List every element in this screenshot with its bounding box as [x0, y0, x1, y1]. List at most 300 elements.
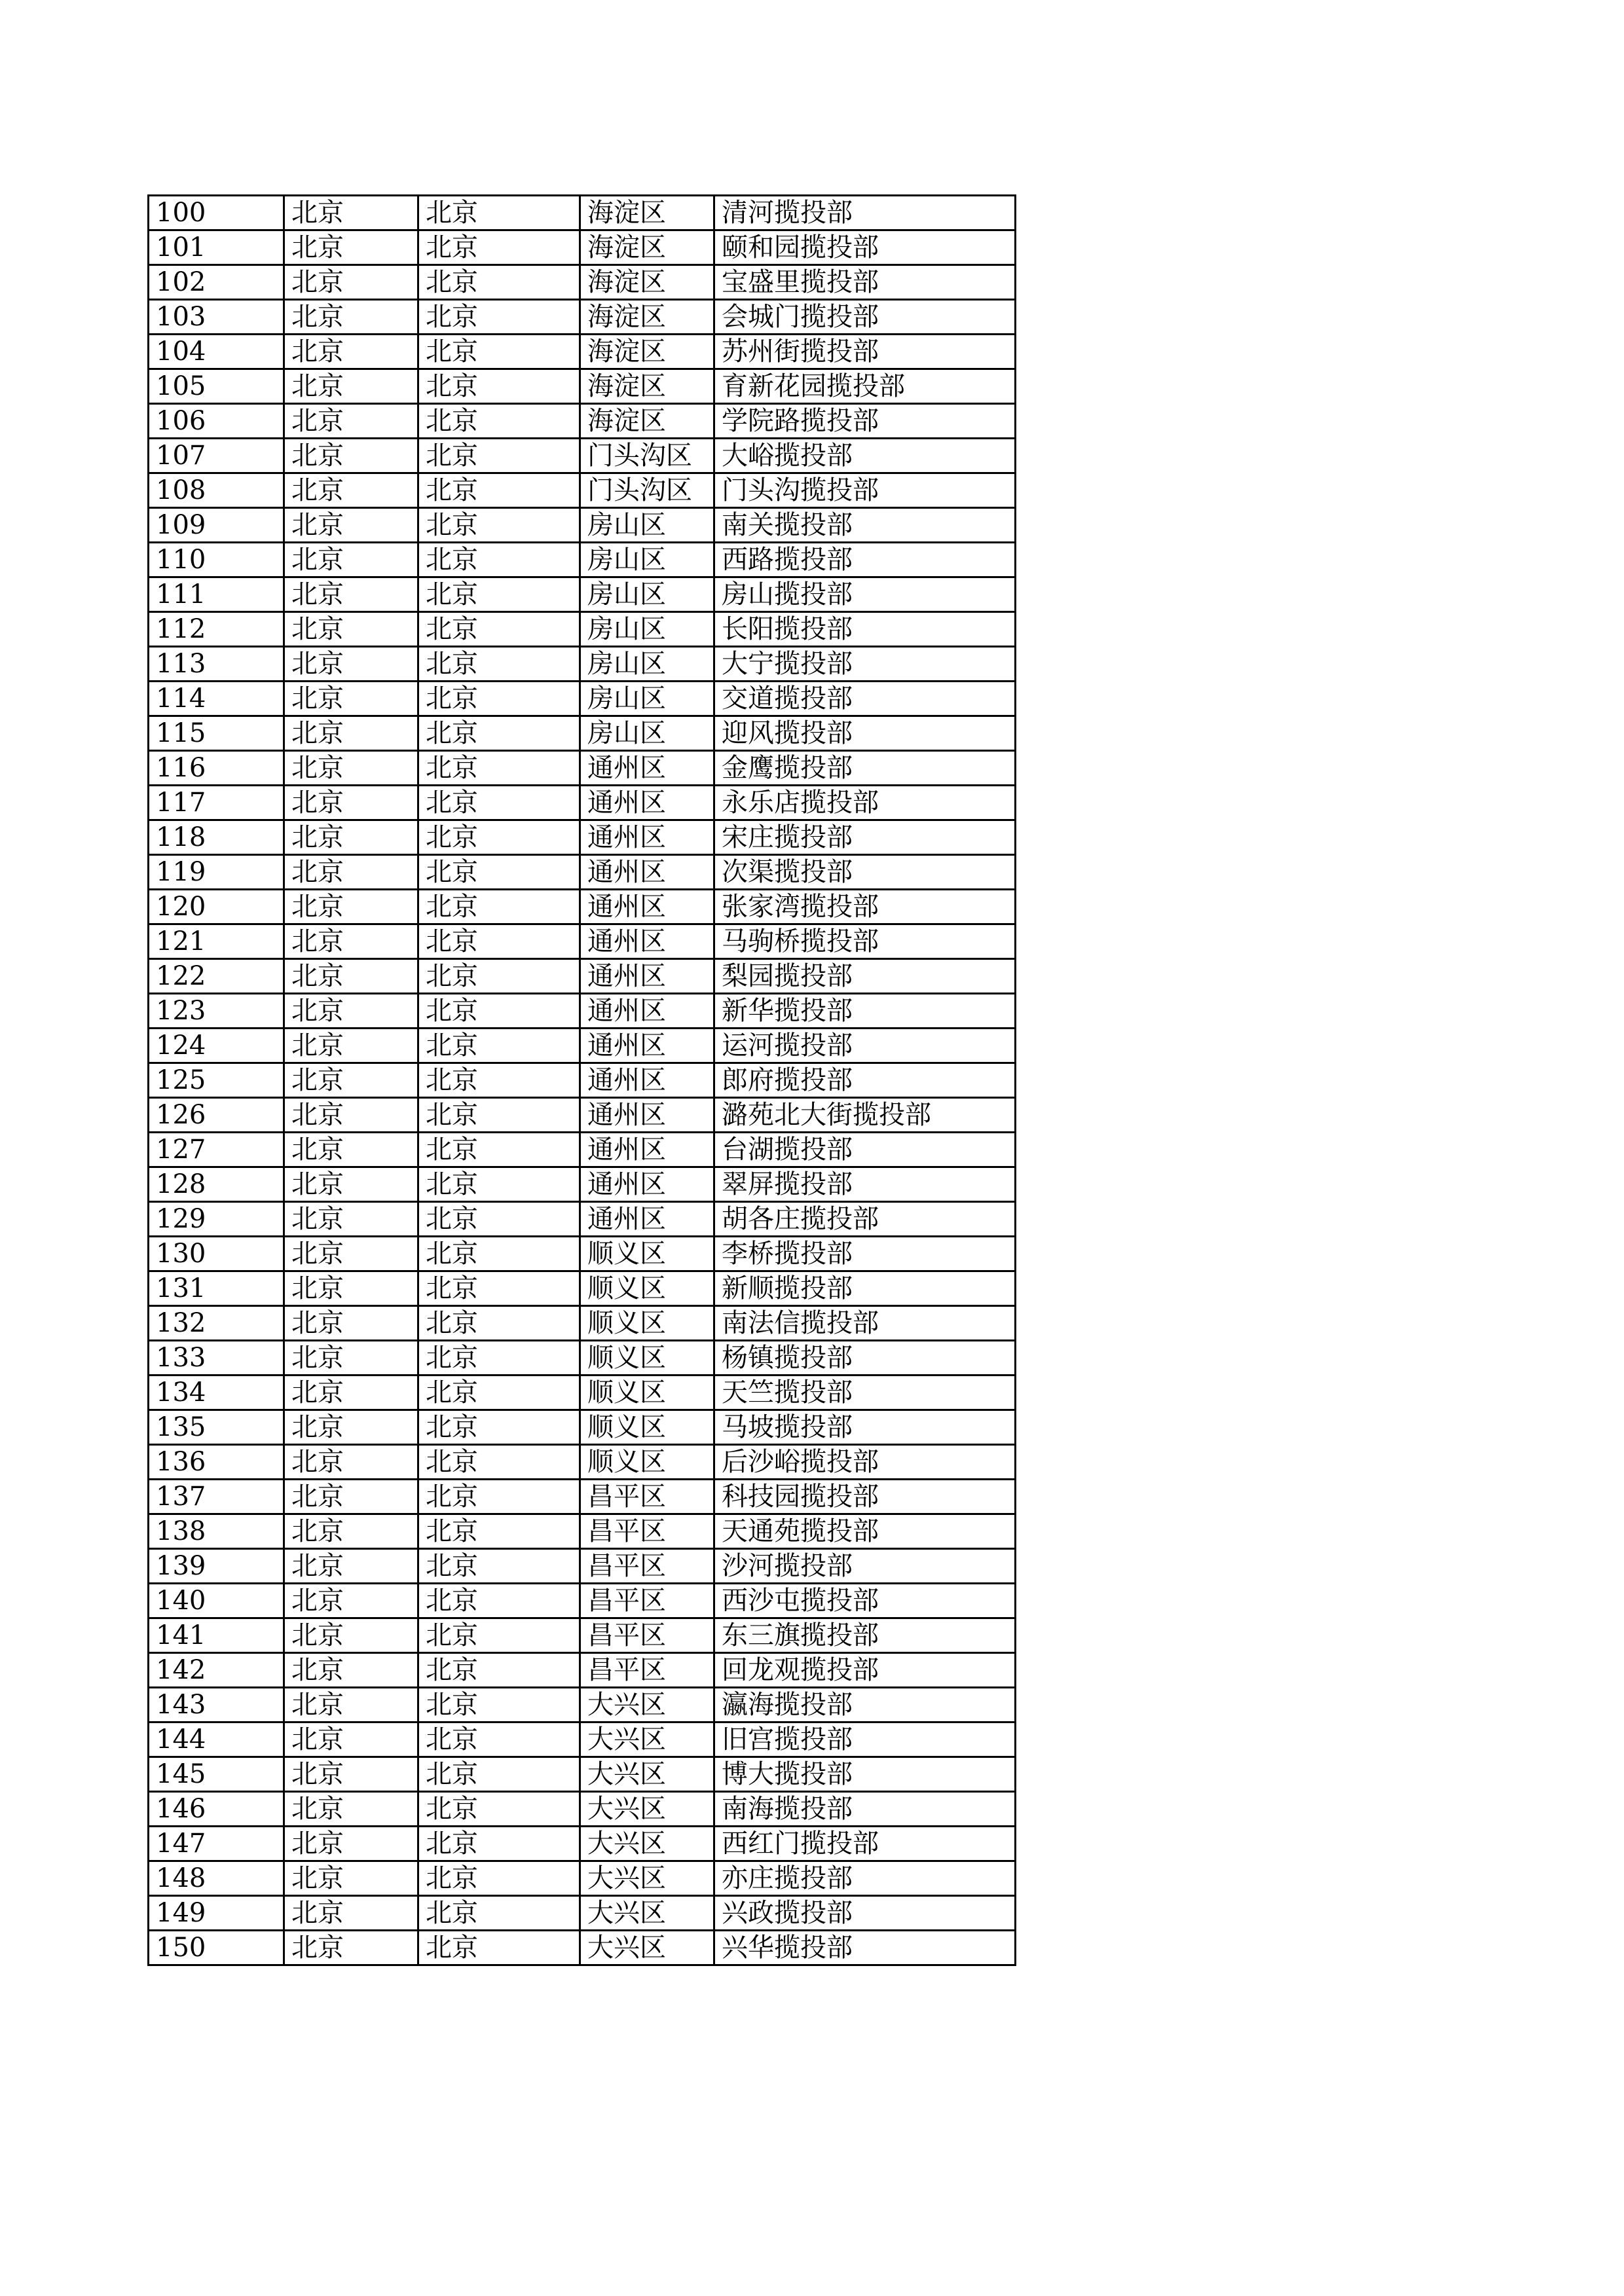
table-row [149, 1514, 1016, 1549]
cell-district: 通州区 [580, 1098, 714, 1133]
cell-number: 130 [149, 1237, 284, 1271]
cell-city: 北京 [418, 1514, 580, 1549]
cell-station-name: 大宁揽投部 [714, 647, 1016, 682]
table-row [149, 1931, 1016, 1965]
table-row [149, 682, 1016, 716]
cell-station-name: 清河揽投部 [714, 196, 1016, 230]
cell-number: 118 [149, 820, 284, 855]
cell-station-name: 科技园揽投部 [714, 1480, 1016, 1514]
table-row [149, 1549, 1016, 1584]
table-row [149, 1480, 1016, 1514]
cell-province: 北京 [284, 1722, 418, 1757]
cell-district: 大兴区 [580, 1722, 714, 1757]
cell-city: 北京 [418, 543, 580, 577]
cell-number: 136 [149, 1445, 284, 1480]
cell-station-name: 天通苑揽投部 [714, 1514, 1016, 1549]
cell-district: 海淀区 [580, 300, 714, 335]
cell-district: 海淀区 [580, 404, 714, 439]
cell-province: 北京 [284, 612, 418, 647]
cell-district: 通州区 [580, 1029, 714, 1063]
table-row [149, 1098, 1016, 1133]
cell-city: 北京 [418, 1861, 580, 1896]
cell-district: 昌平区 [580, 1653, 714, 1688]
cell-district: 房山区 [580, 682, 714, 716]
cell-district: 大兴区 [580, 1757, 714, 1792]
cell-number: 135 [149, 1410, 284, 1445]
cell-district: 昌平区 [580, 1514, 714, 1549]
cell-district: 通州区 [580, 786, 714, 820]
cell-city: 北京 [418, 1722, 580, 1757]
table-row [149, 612, 1016, 647]
cell-district: 顺义区 [580, 1306, 714, 1341]
cell-city: 北京 [418, 994, 580, 1029]
table-row [149, 647, 1016, 682]
cell-number: 109 [149, 508, 284, 543]
cell-province: 北京 [284, 994, 418, 1029]
cell-province: 北京 [284, 577, 418, 612]
table-row [149, 1271, 1016, 1306]
table-row [149, 820, 1016, 855]
cell-number: 150 [149, 1931, 284, 1965]
table-row [149, 300, 1016, 335]
cell-province: 北京 [284, 1514, 418, 1549]
table-row [149, 1237, 1016, 1271]
cell-station-name: 长阳揽投部 [714, 612, 1016, 647]
cell-number: 137 [149, 1480, 284, 1514]
cell-district: 海淀区 [580, 265, 714, 300]
cell-station-name: 东三旗揽投部 [714, 1618, 1016, 1653]
cell-station-name: 郎府揽投部 [714, 1063, 1016, 1098]
table-row [149, 230, 1016, 265]
cell-station-name: 瀛海揽投部 [714, 1688, 1016, 1722]
cell-province: 北京 [284, 1376, 418, 1410]
cell-number: 121 [149, 924, 284, 959]
cell-station-name: 房山揽投部 [714, 577, 1016, 612]
cell-number: 123 [149, 994, 284, 1029]
cell-province: 北京 [284, 473, 418, 508]
cell-district: 通州区 [580, 751, 714, 786]
cell-city: 北京 [418, 508, 580, 543]
cell-city: 北京 [418, 1584, 580, 1618]
cell-district: 房山区 [580, 543, 714, 577]
cell-district: 海淀区 [580, 369, 714, 404]
cell-province: 北京 [284, 335, 418, 369]
cell-number: 142 [149, 1653, 284, 1688]
cell-number: 107 [149, 439, 284, 473]
cell-district: 昌平区 [580, 1584, 714, 1618]
cell-station-name: 学院路揽投部 [714, 404, 1016, 439]
cell-number: 129 [149, 1202, 284, 1237]
cell-district: 通州区 [580, 1202, 714, 1237]
cell-district: 大兴区 [580, 1827, 714, 1861]
cell-number: 124 [149, 1029, 284, 1063]
cell-station-name: 运河揽投部 [714, 1029, 1016, 1063]
cell-number: 128 [149, 1167, 284, 1202]
cell-city: 北京 [418, 1480, 580, 1514]
cell-city: 北京 [418, 1306, 580, 1341]
cell-province: 北京 [284, 1757, 418, 1792]
cell-province: 北京 [284, 1861, 418, 1896]
table-row [149, 1896, 1016, 1931]
table-row [149, 1376, 1016, 1410]
cell-station-name: 永乐店揽投部 [714, 786, 1016, 820]
cell-station-name: 博大揽投部 [714, 1757, 1016, 1792]
cell-district: 通州区 [580, 959, 714, 994]
table-row [149, 404, 1016, 439]
cell-city: 北京 [418, 577, 580, 612]
table-row [149, 1653, 1016, 1688]
cell-station-name: 天竺揽投部 [714, 1376, 1016, 1410]
cell-number: 110 [149, 543, 284, 577]
cell-city: 北京 [418, 1445, 580, 1480]
cell-province: 北京 [284, 1237, 418, 1271]
cell-city: 北京 [418, 196, 580, 230]
cell-station-name: 西沙屯揽投部 [714, 1584, 1016, 1618]
table-row [149, 543, 1016, 577]
cell-station-name: 金鹰揽投部 [714, 751, 1016, 786]
table-row [149, 959, 1016, 994]
cell-number: 108 [149, 473, 284, 508]
table-row [149, 1410, 1016, 1445]
table-row [149, 1584, 1016, 1618]
cell-province: 北京 [284, 1167, 418, 1202]
cell-district: 房山区 [580, 612, 714, 647]
cell-province: 北京 [284, 1931, 418, 1965]
cell-city: 北京 [418, 1792, 580, 1827]
table-row [149, 1722, 1016, 1757]
cell-province: 北京 [284, 300, 418, 335]
cell-district: 房山区 [580, 577, 714, 612]
cell-city: 北京 [418, 473, 580, 508]
table-row [149, 890, 1016, 924]
cell-station-name: 大峪揽投部 [714, 439, 1016, 473]
cell-province: 北京 [284, 1098, 418, 1133]
cell-province: 北京 [284, 1029, 418, 1063]
table-row [149, 751, 1016, 786]
cell-station-name: 亦庄揽投部 [714, 1861, 1016, 1896]
cell-city: 北京 [418, 647, 580, 682]
cell-city: 北京 [418, 230, 580, 265]
table-row [149, 439, 1016, 473]
cell-station-name: 马驹桥揽投部 [714, 924, 1016, 959]
cell-station-name: 宝盛里揽投部 [714, 265, 1016, 300]
cell-district: 顺义区 [580, 1410, 714, 1445]
cell-province: 北京 [284, 369, 418, 404]
cell-number: 145 [149, 1757, 284, 1792]
cell-city: 北京 [418, 924, 580, 959]
table-row [149, 1688, 1016, 1722]
cell-province: 北京 [284, 1306, 418, 1341]
cell-district: 顺义区 [580, 1376, 714, 1410]
cell-province: 北京 [284, 1827, 418, 1861]
cell-city: 北京 [418, 1827, 580, 1861]
cell-province: 北京 [284, 786, 418, 820]
cell-province: 北京 [284, 1202, 418, 1237]
cell-number: 113 [149, 647, 284, 682]
data-table [147, 194, 1016, 1966]
cell-city: 北京 [418, 1167, 580, 1202]
cell-province: 北京 [284, 1549, 418, 1584]
cell-station-name: 兴华揽投部 [714, 1931, 1016, 1965]
cell-city: 北京 [418, 335, 580, 369]
cell-station-name: 新华揽投部 [714, 994, 1016, 1029]
table-row [149, 855, 1016, 890]
table-row [149, 473, 1016, 508]
cell-station-name: 台湖揽投部 [714, 1133, 1016, 1167]
cell-city: 北京 [418, 1202, 580, 1237]
cell-city: 北京 [418, 1653, 580, 1688]
cell-district: 通州区 [580, 924, 714, 959]
cell-city: 北京 [418, 1688, 580, 1722]
cell-number: 149 [149, 1896, 284, 1931]
cell-province: 北京 [284, 1445, 418, 1480]
table-row [149, 508, 1016, 543]
cell-district: 大兴区 [580, 1931, 714, 1965]
cell-district: 通州区 [580, 855, 714, 890]
cell-station-name: 马坡揽投部 [714, 1410, 1016, 1445]
cell-station-name: 旧宫揽投部 [714, 1722, 1016, 1757]
cell-number: 134 [149, 1376, 284, 1410]
cell-number: 126 [149, 1098, 284, 1133]
cell-number: 111 [149, 577, 284, 612]
cell-city: 北京 [418, 1063, 580, 1098]
table-row [149, 924, 1016, 959]
cell-district: 顺义区 [580, 1271, 714, 1306]
cell-station-name: 次渠揽投部 [714, 855, 1016, 890]
cell-city: 北京 [418, 439, 580, 473]
cell-city: 北京 [418, 1757, 580, 1792]
cell-province: 北京 [284, 716, 418, 751]
cell-station-name: 回龙观揽投部 [714, 1653, 1016, 1688]
cell-province: 北京 [284, 682, 418, 716]
cell-district: 顺义区 [580, 1445, 714, 1480]
cell-number: 133 [149, 1341, 284, 1376]
cell-city: 北京 [418, 1896, 580, 1931]
cell-station-name: 迎风揽投部 [714, 716, 1016, 751]
table-row [149, 577, 1016, 612]
cell-district: 海淀区 [580, 230, 714, 265]
cell-district: 房山区 [580, 647, 714, 682]
cell-province: 北京 [284, 1133, 418, 1167]
cell-station-name: 宋庄揽投部 [714, 820, 1016, 855]
cell-number: 127 [149, 1133, 284, 1167]
cell-district: 大兴区 [580, 1792, 714, 1827]
cell-number: 140 [149, 1584, 284, 1618]
cell-district: 大兴区 [580, 1896, 714, 1931]
cell-district: 海淀区 [580, 196, 714, 230]
cell-station-name: 南法信揽投部 [714, 1306, 1016, 1341]
cell-number: 146 [149, 1792, 284, 1827]
cell-station-name: 胡各庄揽投部 [714, 1202, 1016, 1237]
cell-province: 北京 [284, 230, 418, 265]
cell-station-name: 杨镇揽投部 [714, 1341, 1016, 1376]
cell-district: 房山区 [580, 716, 714, 751]
cell-district: 顺义区 [580, 1237, 714, 1271]
cell-city: 北京 [418, 1029, 580, 1063]
cell-number: 132 [149, 1306, 284, 1341]
table-row [149, 196, 1016, 230]
cell-province: 北京 [284, 508, 418, 543]
cell-number: 143 [149, 1688, 284, 1722]
cell-district: 通州区 [580, 890, 714, 924]
cell-province: 北京 [284, 890, 418, 924]
cell-district: 通州区 [580, 994, 714, 1029]
cell-station-name: 西红门揽投部 [714, 1827, 1016, 1861]
cell-district: 昌平区 [580, 1480, 714, 1514]
cell-province: 北京 [284, 1584, 418, 1618]
cell-city: 北京 [418, 1549, 580, 1584]
cell-city: 北京 [418, 1237, 580, 1271]
cell-station-name: 沙河揽投部 [714, 1549, 1016, 1584]
table-row [149, 1029, 1016, 1063]
cell-number: 139 [149, 1549, 284, 1584]
cell-number: 100 [149, 196, 284, 230]
cell-city: 北京 [418, 265, 580, 300]
cell-district: 大兴区 [580, 1861, 714, 1896]
cell-district: 顺义区 [580, 1341, 714, 1376]
cell-station-name: 育新花园揽投部 [714, 369, 1016, 404]
cell-district: 昌平区 [580, 1618, 714, 1653]
cell-province: 北京 [284, 439, 418, 473]
cell-city: 北京 [418, 612, 580, 647]
cell-city: 北京 [418, 1133, 580, 1167]
cell-station-name: 苏州街揽投部 [714, 335, 1016, 369]
table-row [149, 265, 1016, 300]
table-row [149, 1133, 1016, 1167]
cell-city: 北京 [418, 1271, 580, 1306]
cell-province: 北京 [284, 647, 418, 682]
cell-number: 147 [149, 1827, 284, 1861]
cell-city: 北京 [418, 1410, 580, 1445]
cell-city: 北京 [418, 369, 580, 404]
cell-station-name: 梨园揽投部 [714, 959, 1016, 994]
table-row [149, 1445, 1016, 1480]
cell-number: 117 [149, 786, 284, 820]
table-row [149, 369, 1016, 404]
cell-city: 北京 [418, 959, 580, 994]
table-row [149, 1167, 1016, 1202]
cell-city: 北京 [418, 1098, 580, 1133]
cell-number: 119 [149, 855, 284, 890]
cell-province: 北京 [284, 751, 418, 786]
table-row [149, 335, 1016, 369]
cell-station-name: 南关揽投部 [714, 508, 1016, 543]
table-row [149, 1757, 1016, 1792]
cell-station-name: 门头沟揽投部 [714, 473, 1016, 508]
cell-station-name: 会城门揽投部 [714, 300, 1016, 335]
cell-number: 105 [149, 369, 284, 404]
cell-station-name: 交道揽投部 [714, 682, 1016, 716]
cell-number: 144 [149, 1722, 284, 1757]
cell-province: 北京 [284, 1792, 418, 1827]
cell-number: 138 [149, 1514, 284, 1549]
cell-province: 北京 [284, 265, 418, 300]
cell-province: 北京 [284, 959, 418, 994]
cell-district: 通州区 [580, 1063, 714, 1098]
cell-province: 北京 [284, 1341, 418, 1376]
cell-city: 北京 [418, 300, 580, 335]
cell-district: 门头沟区 [580, 439, 714, 473]
cell-number: 104 [149, 335, 284, 369]
cell-province: 北京 [284, 1271, 418, 1306]
cell-province: 北京 [284, 1063, 418, 1098]
cell-province: 北京 [284, 1896, 418, 1931]
cell-number: 101 [149, 230, 284, 265]
cell-number: 141 [149, 1618, 284, 1653]
cell-station-name: 西路揽投部 [714, 543, 1016, 577]
table-body [149, 196, 1016, 1965]
table-row [149, 786, 1016, 820]
cell-province: 北京 [284, 196, 418, 230]
cell-province: 北京 [284, 1480, 418, 1514]
cell-district: 海淀区 [580, 335, 714, 369]
table-row [149, 1618, 1016, 1653]
cell-city: 北京 [418, 1376, 580, 1410]
cell-city: 北京 [418, 404, 580, 439]
cell-number: 131 [149, 1271, 284, 1306]
cell-number: 148 [149, 1861, 284, 1896]
cell-province: 北京 [284, 1410, 418, 1445]
cell-city: 北京 [418, 682, 580, 716]
cell-number: 114 [149, 682, 284, 716]
cell-station-name: 颐和园揽投部 [714, 230, 1016, 265]
table-row [149, 1827, 1016, 1861]
cell-city: 北京 [418, 890, 580, 924]
cell-number: 120 [149, 890, 284, 924]
cell-city: 北京 [418, 786, 580, 820]
table-row [149, 1792, 1016, 1827]
cell-city: 北京 [418, 855, 580, 890]
cell-province: 北京 [284, 1688, 418, 1722]
table-row [149, 994, 1016, 1029]
table-row [149, 1306, 1016, 1341]
cell-district: 昌平区 [580, 1549, 714, 1584]
cell-station-name: 李桥揽投部 [714, 1237, 1016, 1271]
cell-station-name: 新顺揽投部 [714, 1271, 1016, 1306]
cell-city: 北京 [418, 820, 580, 855]
cell-city: 北京 [418, 1931, 580, 1965]
cell-district: 门头沟区 [580, 473, 714, 508]
cell-station-name: 张家湾揽投部 [714, 890, 1016, 924]
cell-province: 北京 [284, 404, 418, 439]
cell-station-name: 南海揽投部 [714, 1792, 1016, 1827]
cell-city: 北京 [418, 751, 580, 786]
cell-station-name: 后沙峪揽投部 [714, 1445, 1016, 1480]
cell-station-name: 翠屏揽投部 [714, 1167, 1016, 1202]
cell-province: 北京 [284, 924, 418, 959]
cell-number: 103 [149, 300, 284, 335]
cell-city: 北京 [418, 1618, 580, 1653]
cell-district: 房山区 [580, 508, 714, 543]
cell-province: 北京 [284, 543, 418, 577]
cell-city: 北京 [418, 716, 580, 751]
table-row [149, 1341, 1016, 1376]
cell-province: 北京 [284, 1653, 418, 1688]
cell-district: 通州区 [580, 820, 714, 855]
table-row [149, 1063, 1016, 1098]
cell-number: 122 [149, 959, 284, 994]
cell-district: 通州区 [580, 1167, 714, 1202]
cell-station-name: 兴政揽投部 [714, 1896, 1016, 1931]
cell-number: 106 [149, 404, 284, 439]
cell-province: 北京 [284, 855, 418, 890]
cell-number: 125 [149, 1063, 284, 1098]
cell-district: 通州区 [580, 1133, 714, 1167]
cell-number: 115 [149, 716, 284, 751]
cell-station-name: 潞苑北大街揽投部 [714, 1098, 1016, 1133]
cell-number: 102 [149, 265, 284, 300]
cell-province: 北京 [284, 820, 418, 855]
